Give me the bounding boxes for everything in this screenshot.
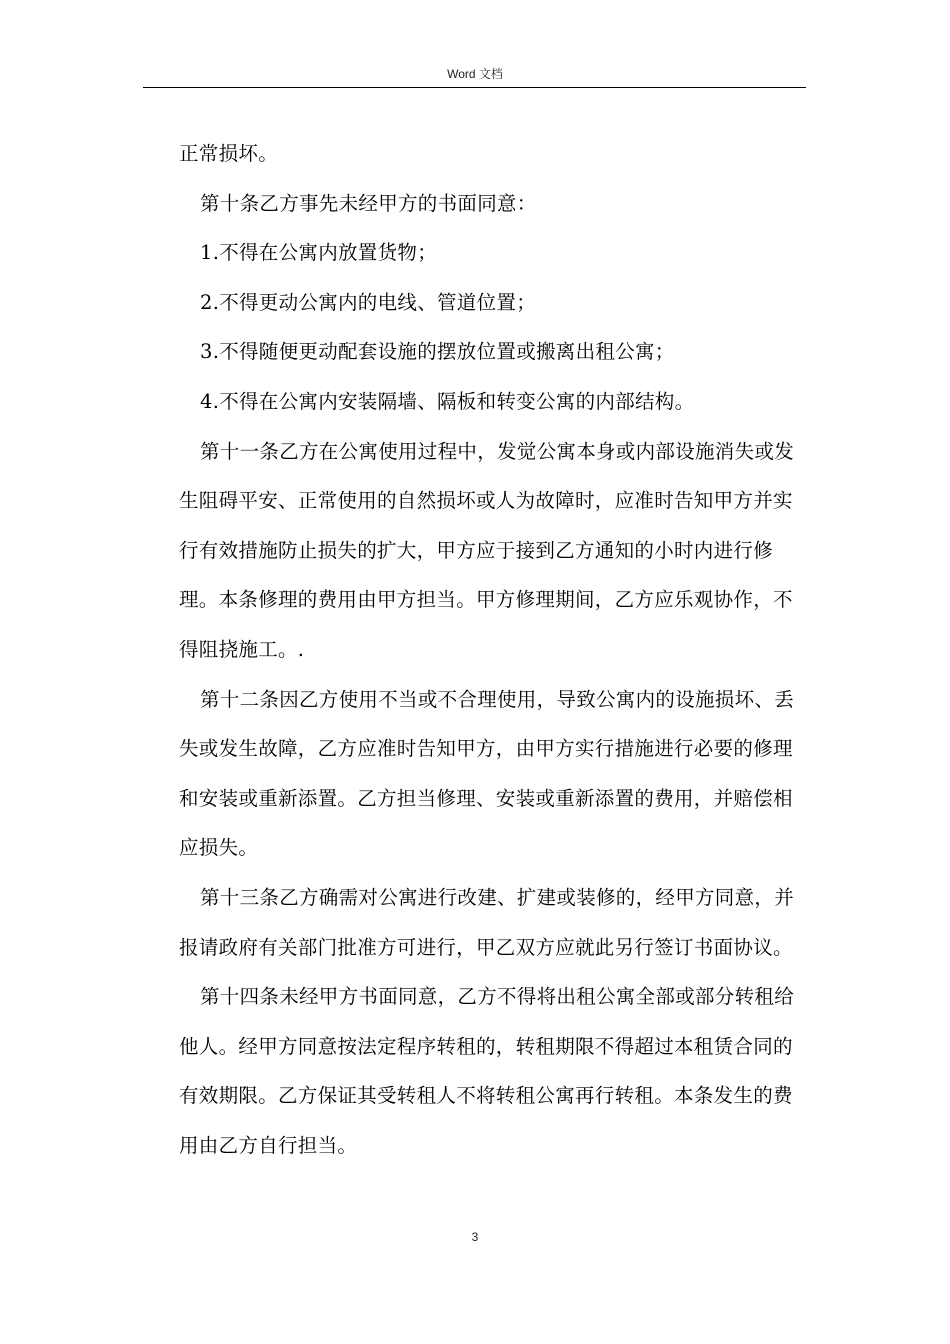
paragraph-2: 第十条乙方事先未经甲方的书面同意： [200,191,537,215]
paragraph-3: 1.不得在公寓内放置货物； [200,241,438,265]
paragraph-8: 第十二条因乙方使用不当或不合理使用，导致公寓内的设施损坏、丢失或发生故障，乙方应准时告知甲方，由甲方实行措施进行必要的修理和安装或重新添置。乙方担当修理、安装或重新添置的费用，并赔偿相应损失。 [179,687,795,860]
header-divider [143,87,806,88]
document-body [179,129,803,1170]
paragraph-7: 第十一条乙方在公寓使用过程中，发觉公寓本身或内部设施消失或发生阻碍平安、正常使用的自然损坏或人为故障时，应准时告知甲方并实行有效措施防止损失的扩大，甲方应于接到乙方通知的小时内进行修理。本条修理的费用由甲方担当。甲方修理期间，乙方应乐观协作，不得阻挠施工。. [179,439,795,661]
paragraph-9: 第十三条乙方确需对公寓进行改建、扩建或装修的，经甲方同意，并报请政府有关部门批准方可进行，甲乙双方应就此另行签订书面协议。 [179,885,795,959]
paragraph-6: 4.不得在公寓内安装隔墙、隔板和转变公寓的内部结构。 [200,389,695,413]
paragraph-5: 3.不得随便更动配套设施的摆放位置或搬离出租公寓； [200,340,675,364]
page-number: 3 [471,1230,479,1244]
paragraph-1: 正常损坏。 [179,142,279,165]
paragraph-4: 2.不得更动公寓内的电线、管道位置； [200,290,537,314]
header-title: Word 文档 [447,67,503,81]
paragraph-10: 第十四条未经甲方书面同意，乙方不得将出租公寓全部或部分转租给他人。经甲方同意按法定程序转租的，转租期限不得超过本租赁合同的有效期限。乙方保证其受转租人不将转租公寓再行转租。本条发生的费用由乙方自行担当。 [179,985,795,1157]
